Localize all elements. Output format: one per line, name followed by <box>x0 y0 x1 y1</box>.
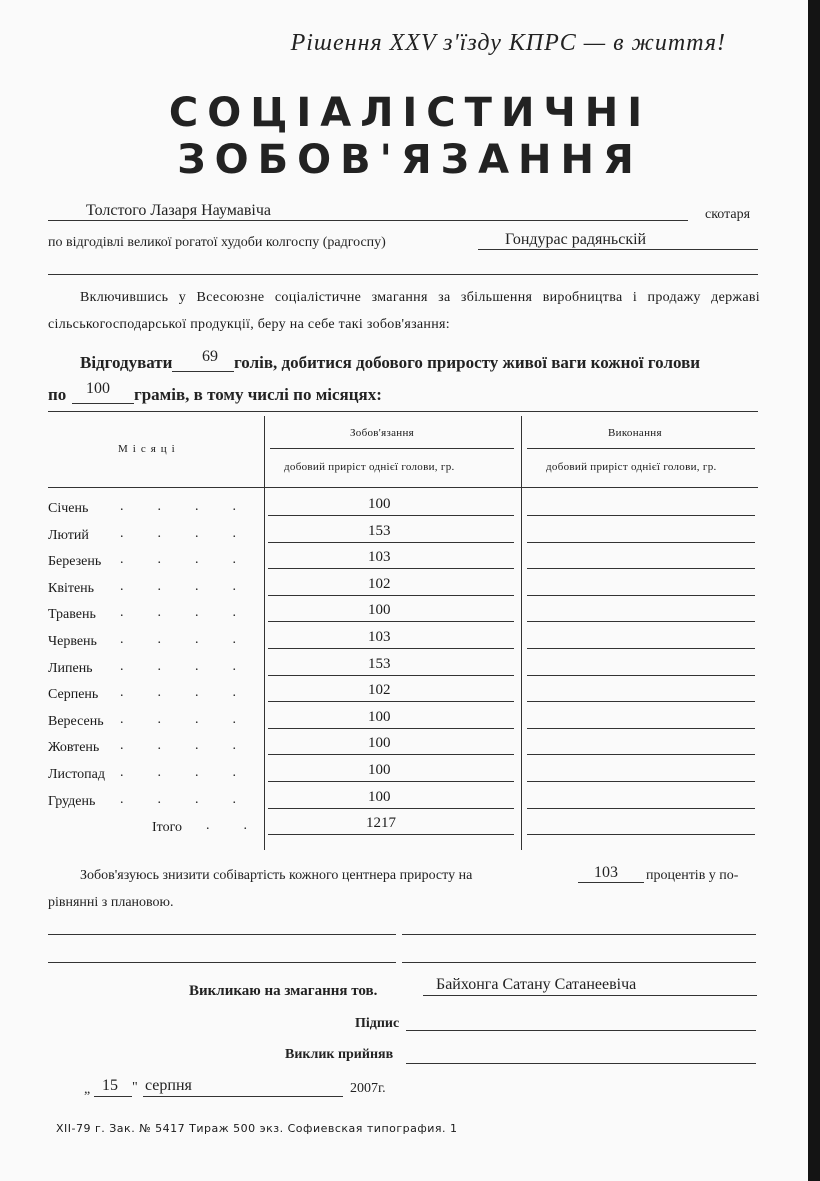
header-commit: Зобов'язання <box>350 427 415 439</box>
month-label: Вересень <box>48 714 104 729</box>
blank-line-2b <box>402 934 756 935</box>
cost-value: 103 <box>594 864 618 881</box>
leader-dots: .... <box>120 526 270 541</box>
leader-dots: .... <box>120 685 270 700</box>
title-line-2: ЗОБОВ'ЯЗАННЯ <box>177 137 643 183</box>
accepted-line <box>406 1063 756 1064</box>
total-label: Ітого <box>152 820 182 835</box>
commit-value: 100 <box>368 602 391 618</box>
header-done: Виконання <box>608 427 662 439</box>
commit-row-line <box>268 701 514 702</box>
challenge-label: Викликаю на змагання тов. <box>189 983 378 999</box>
person-name: Толстого Лазаря Наумавіча <box>86 202 272 219</box>
done-total-line <box>527 834 755 835</box>
month-label: Грудень <box>48 794 96 809</box>
leader-dots: .. <box>206 818 281 833</box>
month-label: Червень <box>48 634 97 649</box>
commit-value: 100 <box>368 789 391 805</box>
commit-value: 153 <box>368 523 391 539</box>
done-row-line <box>527 515 755 516</box>
challenge-underline <box>423 995 757 996</box>
leader-dots: .... <box>120 738 270 753</box>
day-underline <box>94 1096 132 1097</box>
leader-dots: .... <box>120 605 270 620</box>
commit-row-line <box>268 515 514 516</box>
commit-row-line <box>268 675 514 676</box>
done-row-line <box>527 675 755 676</box>
leader-dots: .... <box>120 632 270 647</box>
heads-count: 69 <box>202 348 218 365</box>
commit-row-line <box>268 754 514 755</box>
commit-text-3: по <box>48 385 67 404</box>
table-divider-2 <box>521 416 522 850</box>
month-label: Жовтень <box>48 740 100 755</box>
commit-row-line <box>268 728 514 729</box>
slogan: Рішення XXV з'їзду КПРС — в життя! <box>290 30 726 56</box>
leader-dots: .... <box>120 499 270 514</box>
month-label: Січень <box>48 501 89 516</box>
signature-label: Підпис <box>355 1016 400 1031</box>
header-commit-rule <box>270 448 514 449</box>
cost-text-2: процентів у по- <box>646 868 739 883</box>
accepted-label: Виклик прийняв <box>285 1047 394 1062</box>
done-row-line <box>527 701 755 702</box>
challenge-name: Байхонга Сатану Сатанеевіча <box>436 976 637 993</box>
header-done-rule <box>527 448 755 449</box>
department-text: по відгодівлі великої рогатої худоби колгоспу (радгоспу) <box>48 235 386 250</box>
blank-line-2a <box>48 934 396 935</box>
commit-row-line <box>268 595 514 596</box>
month-underline <box>143 1096 343 1097</box>
date-quote-open: „ <box>84 1082 91 1097</box>
leader-dots: .... <box>120 552 270 567</box>
commit-row-line <box>268 648 514 649</box>
month-label: Березень <box>48 554 102 569</box>
name-underline <box>48 220 688 221</box>
commit-value: 102 <box>368 576 391 592</box>
commit-value: 100 <box>368 762 391 778</box>
intro-paragraph: Включившись у Всесоюзне соціалістичне змагання за збільшення виробництва і продажу державі сільськогосподарської продукції, беру на себе такі зобов'язання: <box>48 290 760 332</box>
done-row-line <box>527 568 755 569</box>
date-year: 2007г. <box>350 1081 386 1096</box>
header-done-sub: добовий приріст однієї голови, гр. <box>546 461 717 473</box>
cost-text-1: Зобов'язуюсь знизити собівартість кожного центнера приросту на <box>80 868 473 883</box>
done-row-line <box>527 808 755 809</box>
done-row-line <box>527 754 755 755</box>
commit-value: 153 <box>368 656 391 672</box>
grams-value: 100 <box>86 380 110 397</box>
commit-row-line <box>268 542 514 543</box>
done-row-line <box>527 728 755 729</box>
month-label: Липень <box>48 661 93 676</box>
commit-row-line <box>268 621 514 622</box>
done-row-line <box>527 595 755 596</box>
commit-value: 103 <box>368 629 391 645</box>
date-day: 15 <box>102 1077 118 1094</box>
printer-footer: XII-79 г. Зак. № 5417 Тираж 500 экз. Софиевская типография. 1 <box>56 1122 458 1135</box>
total-row-line <box>268 834 514 835</box>
done-row-line <box>527 542 755 543</box>
table-top-border <box>48 411 758 412</box>
done-row-line <box>527 781 755 782</box>
blank-line-3a <box>48 962 396 963</box>
heads-underline <box>172 371 234 372</box>
commit-row-line <box>268 808 514 809</box>
commit-row-line <box>268 568 514 569</box>
grams-underline <box>72 403 134 404</box>
farm-underline <box>478 249 758 250</box>
title-line-1: СОЦІАЛІСТИЧНІ <box>168 90 652 136</box>
commit-value: 102 <box>368 682 391 698</box>
commit-text-2: голів, добитися добового приросту живої ваги кожної голови <box>234 353 701 372</box>
commit-value: 100 <box>368 496 391 512</box>
header-commit-sub: добовий приріст однієї голови, гр. <box>284 461 455 473</box>
month-label: Серпень <box>48 687 99 702</box>
cost-underline <box>578 882 644 883</box>
commit-value: 100 <box>368 735 391 751</box>
date-month: серпня <box>145 1077 192 1094</box>
done-row-line <box>527 648 755 649</box>
month-label: Листопад <box>48 767 105 782</box>
date-quote-close: " <box>132 1080 138 1095</box>
signature-line <box>406 1030 756 1031</box>
commit-text-1: Відгодувати <box>80 353 173 372</box>
leader-dots: .... <box>120 659 270 674</box>
month-label: Квітень <box>48 581 95 596</box>
commit-row-line <box>268 781 514 782</box>
commit-value: 103 <box>368 549 391 565</box>
table-header-border <box>48 487 758 488</box>
blank-line <box>48 274 758 275</box>
done-row-line <box>527 621 755 622</box>
month-label: Лютий <box>48 528 89 543</box>
farm-name: Гондурас радяньскій <box>505 231 647 248</box>
position-label: скотаря <box>705 207 751 222</box>
month-label: Травень <box>48 607 96 622</box>
total-value: 1217 <box>366 815 396 831</box>
leader-dots: .... <box>120 712 270 727</box>
blank-line-3b <box>402 962 756 963</box>
leader-dots: .... <box>120 579 270 594</box>
commit-text-4: грамів, в тому числі по місяцях: <box>134 385 382 404</box>
cost-text-3: рівнянні з плановою. <box>48 895 174 910</box>
leader-dots: .... <box>120 765 270 780</box>
header-months: Місяці <box>118 443 180 455</box>
leader-dots: .... <box>120 792 270 807</box>
commit-value: 100 <box>368 709 391 725</box>
